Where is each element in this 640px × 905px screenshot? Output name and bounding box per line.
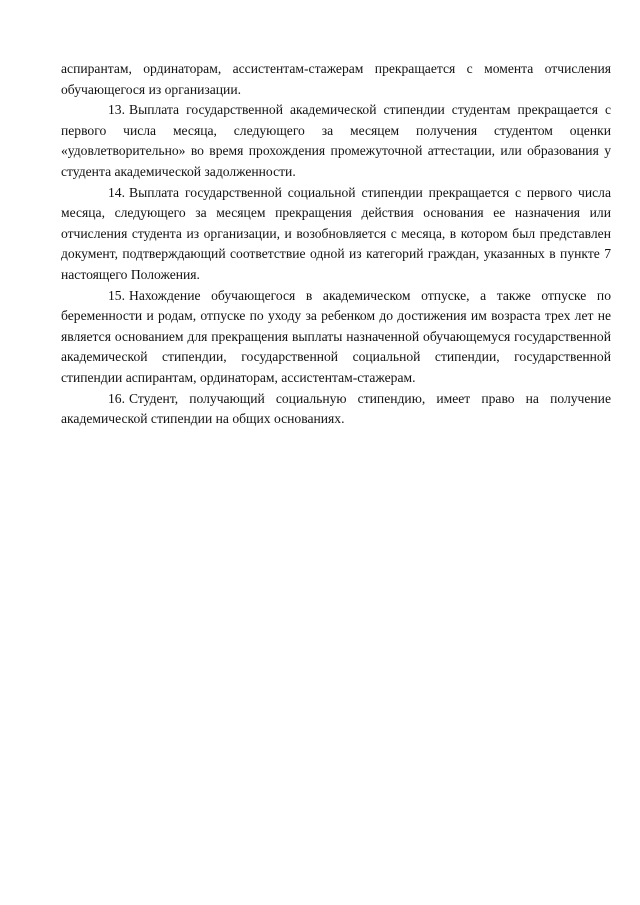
paragraph-number: 16. (108, 390, 125, 406)
paragraph-13 (61, 100, 611, 182)
paragraph-14 (61, 183, 611, 286)
paragraph-15 (61, 286, 611, 389)
document-body (61, 59, 611, 430)
paragraph-number: 15. (108, 287, 125, 303)
paragraph-text: Студент, получающий социальную стипендию, имеет право на получение академической стипендии на общих основаниях. (61, 390, 611, 427)
paragraph-continuation (61, 59, 611, 100)
paragraph-text: аспирантам, ординаторам, ассистентам-стажерам прекращается с момента отчисления обучающегося из организации. (61, 61, 611, 97)
paragraph-text: Выплата государственной социальной стипендии прекращается с первого числа месяца, следующего за месяцем прекращения действия основания ее назначения или отчисления студента из организации, и возобновляется с месяца, в котором был представлен документ, подтверждающий соответствие одной из категорий граждан, указанных в пункте 7 настоящего Положения. (61, 184, 611, 282)
paragraph-number: 14. (108, 184, 125, 200)
paragraph-text: Выплата государственной академической стипендии студентам прекращается с первого числа месяца, следующего за месяцем получения студентом оценки «удовлетворительно» во время прохождения промежуточной аттестации, или образования у студента академической задолженности. (61, 102, 611, 179)
paragraph-16 (61, 389, 611, 430)
paragraph-number: 13. (108, 102, 125, 118)
paragraph-text: Нахождение обучающегося в академическом отпуске, а также отпуске по беременности и родам, отпуске по уходу за ребенком до достижения им возраста трех лет не является основанием для прекращения выплаты назначенной обучающемуся государственной академической стипендии, государственной социальной стипендии, государственной стипендии аспирантам, ординаторам, ассистентам-стажерам. (61, 287, 611, 385)
